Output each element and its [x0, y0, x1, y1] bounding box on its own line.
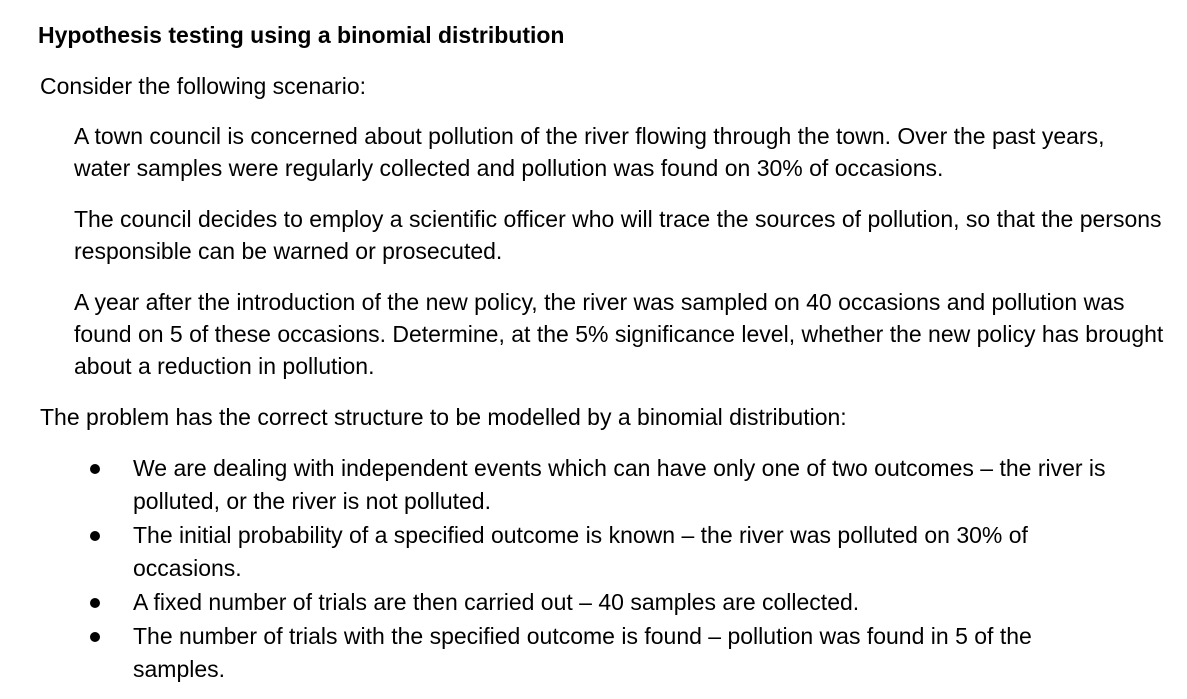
- scenario-paragraph-1: A town council is concerned about pollution of the river flowing through the town. Over the past years, water samples were regularly collected and pollution was found on 30% of occasions.: [74, 123, 1105, 181]
- bullet-text-4: The number of trials with the specified outcome is found – pollution was found in 5 of the samples.: [133, 623, 1032, 682]
- document-heading: Hypothesis testing using a binomial distribution: [38, 22, 565, 48]
- bullet-text-2: The initial probability of a specified outcome is known – the river was polluted on 30% of occasions.: [133, 522, 1028, 581]
- bullet-list: [0, 452, 1187, 687]
- bullet-item-1: [0, 452, 1123, 518]
- bullet-icon: [90, 598, 100, 608]
- summary-paragraph: The problem has the correct structure to be modelled by a binomial distribution:: [40, 404, 847, 430]
- scenario-paragraph-2: The council decides to employ a scientific officer who will trace the sources of pollution, so that the persons responsible can be warned or prosecuted.: [74, 206, 1162, 264]
- bullet-text-1: We are dealing with independent events which can have only one of two outcomes – the river is polluted, or the river is not polluted.: [133, 455, 1106, 514]
- scenario-paragraph-3: A year after the introduction of the new policy, the river was sampled on 40 occasions and pollution was found on 5 of these occasions. Determine, at the 5% significance level, whether the new policy has brought about a reduction in pollution.: [74, 289, 1164, 379]
- bullet-item-4: [0, 620, 1123, 686]
- bullet-icon: [90, 531, 100, 541]
- bullet-item-2: [0, 519, 1123, 585]
- bullet-item-3: [0, 586, 1123, 619]
- bullet-icon: [90, 464, 100, 474]
- intro-paragraph: Consider the following scenario:: [40, 73, 367, 99]
- bullet-text-3: A fixed number of trials are then carried out – 40 samples are collected.: [133, 589, 860, 615]
- bullet-icon: [90, 632, 100, 642]
